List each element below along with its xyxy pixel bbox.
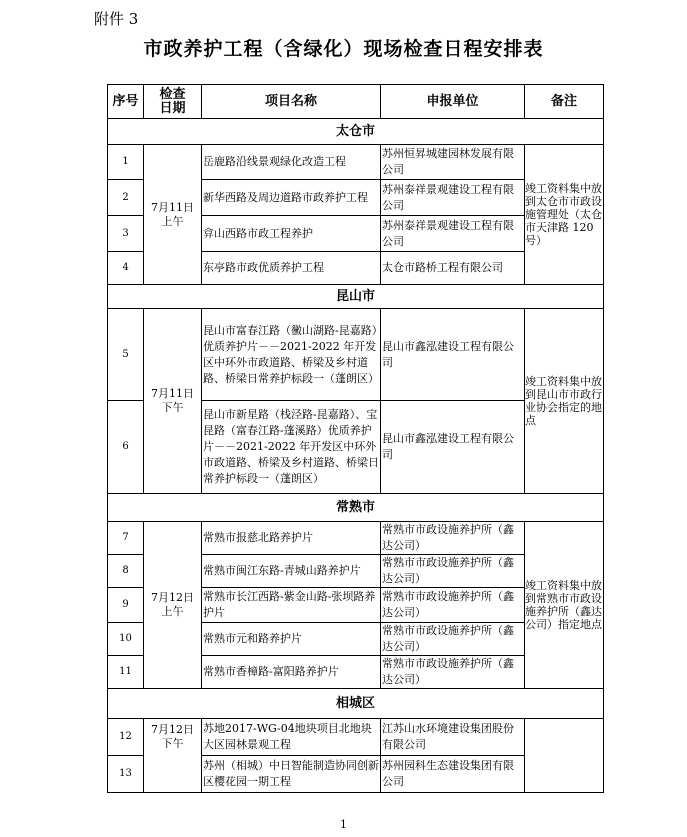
- row-seq: 5: [108, 309, 144, 401]
- row-project: 苏州（相城）中日智能制造协同创新区樱花园一期工程: [202, 756, 381, 793]
- row-project: 常熟市香樟路-富阳路养护片: [202, 656, 381, 689]
- row-unit: 常熟市市政设施养护所（鑫达公司）: [381, 522, 525, 555]
- page-number: 1: [340, 818, 347, 831]
- row-seq: 7: [108, 522, 144, 555]
- header-note: 备注: [525, 85, 604, 119]
- header-unit: 申报单位: [381, 85, 525, 119]
- table-row: [108, 522, 604, 555]
- row-project: 常熟市闽江东路-青城山路养护片: [202, 555, 381, 588]
- header-project: 项目名称: [202, 85, 381, 119]
- row-seq: 8: [108, 555, 144, 588]
- row-seq: 4: [108, 252, 144, 285]
- header-date: [144, 85, 202, 119]
- city-row: [108, 119, 604, 145]
- check-date-text: 7月12日下午: [151, 723, 194, 750]
- city-row: [108, 285, 604, 309]
- row-project: 昆山市富春江路（黴山湖路-昆嘉路）优质养护片－－2021-2022 年开发区中环外市政道路、桥梁及乡村道路、桥梁日常养护标段一（蓬朗区）: [202, 309, 381, 401]
- table-body: [108, 119, 604, 793]
- check-date-text: 7月11日下午: [151, 387, 194, 414]
- check-date: [144, 719, 202, 793]
- row-project: 常熟市元和路养护片: [202, 623, 381, 656]
- row-project: 弇山西路市政工程养护: [202, 216, 381, 252]
- row-project: 昆山市新星路（栈泾路-昆嘉路）、宝昆路（富春江路-蓬溪路）优质养护片－－2021-2022 年开发区中环外市政道路、桥梁及乡村道路、桥梁日常养护标段一（蓬朗区）: [202, 401, 381, 494]
- row-unit: 苏州泰祥景观建设工程有限公司: [381, 216, 525, 252]
- row-unit: 常熟市市政设施养护所（鑫达公司）: [381, 656, 525, 689]
- row-seq: 2: [108, 180, 144, 216]
- row-unit: 常熟市市政设施养护所（鑫达公司）: [381, 588, 525, 623]
- header-date-text: 检查日期: [159, 86, 186, 116]
- row-project: 常熟市报慈北路养护片: [202, 522, 381, 555]
- row-unit: 苏州恒昇城建园林发展有限公司: [381, 145, 525, 180]
- city-name: 相城区: [108, 689, 604, 719]
- row-unit: 常熟市市政设施养护所（鑫达公司）: [381, 555, 525, 588]
- city-name: 常熟市: [108, 494, 604, 522]
- table-row: [108, 145, 604, 180]
- row-project: 岳鹿路沿线景观绿化改造工程: [202, 145, 381, 180]
- header-seq: 序号: [108, 85, 144, 119]
- city-row: [108, 689, 604, 719]
- row-seq: 10: [108, 623, 144, 656]
- row-note: 竣工资料集中放到太仓市市政设施管理处（太仓市天津路 120 号）: [525, 145, 604, 285]
- row-seq: 12: [108, 719, 144, 756]
- check-date: [144, 522, 202, 689]
- row-unit: 昆山市鑫泓建设工程有限公司: [381, 309, 525, 401]
- row-unit: 苏州泰祥景观建设工程有限公司: [381, 180, 525, 216]
- row-note: 竣工资料集中放到昆山市市政行业协会指定的地点: [525, 309, 604, 494]
- row-note: 竣工资料集中放到常熟市市政设施养护所（鑫达公司）指定地点: [525, 522, 604, 689]
- check-date: [144, 309, 202, 494]
- row-seq: 13: [108, 756, 144, 793]
- row-note: [525, 719, 604, 793]
- row-seq: 3: [108, 216, 144, 252]
- row-project: 新华西路及周边道路市政养护工程: [202, 180, 381, 216]
- check-date: [144, 145, 202, 285]
- row-seq: 9: [108, 588, 144, 623]
- row-seq: 1: [108, 145, 144, 180]
- check-date-text: 7月11日上午: [151, 200, 194, 228]
- attachment-label: 附件 3: [94, 10, 139, 28]
- row-unit: 常熟市市政设施养护所（鑫达公司）: [381, 623, 525, 656]
- row-unit: 江苏山水环境建设集团股份有限公司: [381, 719, 525, 756]
- table-row: [108, 719, 604, 756]
- page-title: 市政养护工程（含绿化）现场检查日程安排表: [143, 38, 544, 60]
- row-unit: 苏州园科生态建设集团有限公司: [381, 756, 525, 793]
- row-seq: 11: [108, 656, 144, 689]
- city-row: [108, 494, 604, 522]
- schedule-table: [107, 84, 604, 793]
- row-project: 苏地2017-WG-04地块项目北地块大区园林景观工程: [202, 719, 381, 756]
- city-name: 太仓市: [108, 119, 604, 145]
- row-project: 常熟市长江西路-紫金山路-张坝路养护片: [202, 588, 381, 623]
- row-unit: 太仓市路桥工程有限公司: [381, 252, 525, 285]
- row-unit: 昆山市鑫泓建设工程有限公司: [381, 401, 525, 494]
- city-name: 昆山市: [108, 285, 604, 309]
- check-date-text: 7月12日上午: [151, 591, 194, 618]
- row-seq: 6: [108, 401, 144, 494]
- row-project: 东亭路市政优质养护工程: [202, 252, 381, 285]
- table-row: [108, 309, 604, 401]
- header-row: [108, 85, 604, 119]
